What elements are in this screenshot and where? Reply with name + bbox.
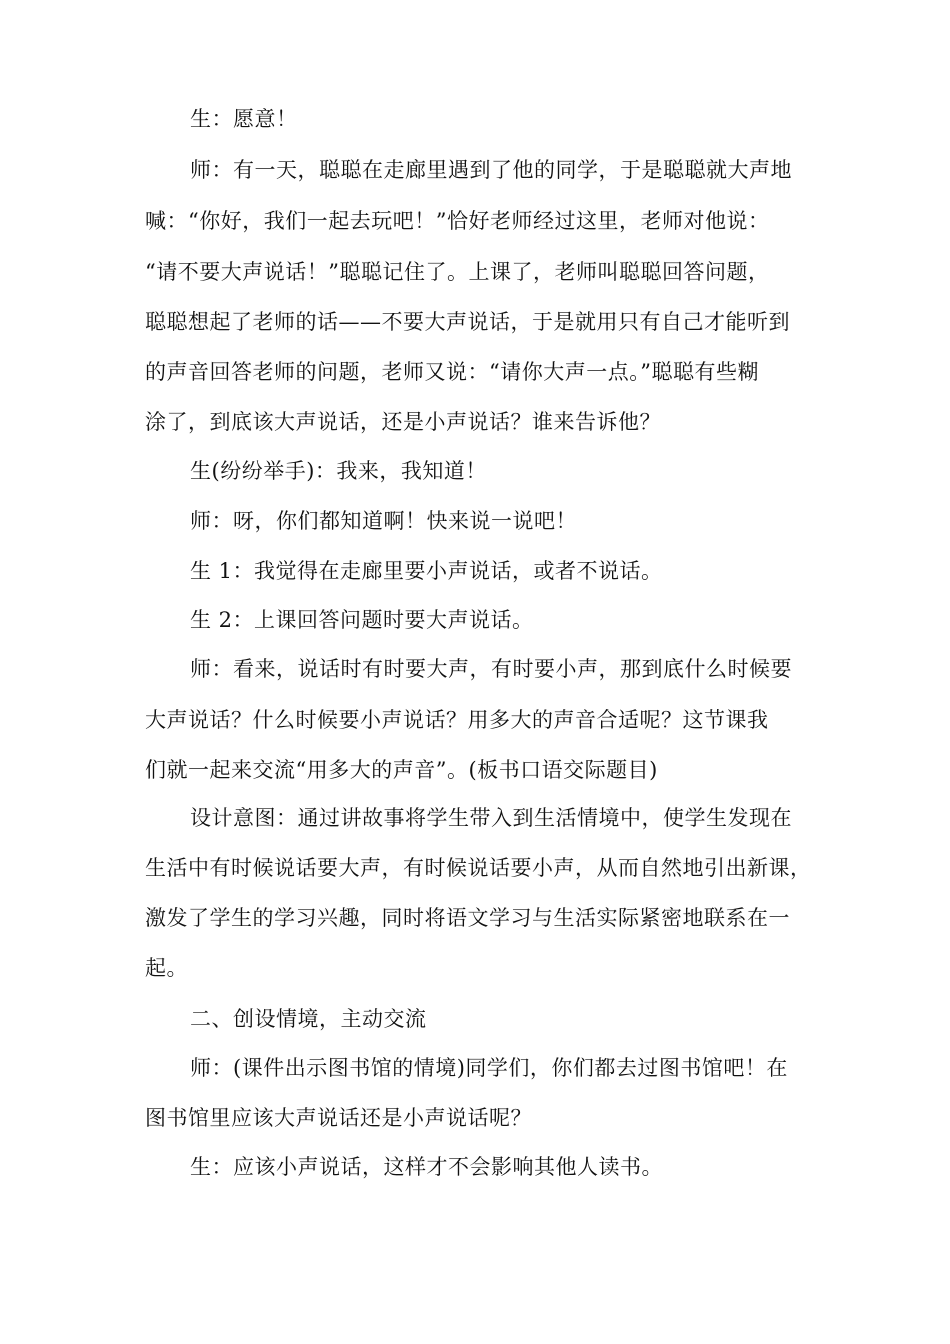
text-line: 师：呀，你们都知道啊！快来说一说吧！ — [190, 509, 577, 533]
text-line: 的声音回答老师的问题，老师又说：“请你大声一点。”聪聪有些糊 — [145, 360, 759, 384]
text-line: 师：(课件出示图书馆的情境)同学们，你们都去过图书馆吧！在 — [190, 1056, 788, 1080]
text-line: 聪聪想起了老师的话——不要大声说话，于是就用只有自己才能听到 — [145, 310, 790, 334]
text-line: 喊：“你好，我们一起去玩吧！”恰好老师经过这里，老师对他说： — [145, 209, 770, 233]
text-line: 激发了学生的学习兴趣，同时将语文学习与生活实际紧密地联系在一 — [145, 906, 790, 930]
text-line: 图书馆里应该大声说话还是小声说话呢？ — [145, 1106, 532, 1130]
text-line: 生：应该小声说话，这样才不会影响其他人读书。 — [190, 1155, 663, 1179]
text-line: 生活中有时候说话要大声，有时候说话要小声，从而自然地引出新课， — [145, 856, 812, 880]
text-line: 生 1：我觉得在走廊里要小声说话，或者不说话。 — [190, 559, 663, 583]
text-line: 涂了，到底该大声说话，还是小声说话？谁来告诉他？ — [145, 410, 661, 434]
text-line: 生(纷纷举手)：我来，我知道！ — [190, 459, 487, 483]
text-line: 师：看来，说话时有时要大声，有时要小声，那到底什么时候要 — [190, 657, 792, 681]
text-line: 生 2：上课回答问题时要大声说话。 — [190, 608, 534, 632]
text-line: “请不要大声说话！”聪聪记住了。上课了，老师叫聪聪回答问题， — [145, 260, 770, 284]
text-line: 设计意图：通过讲故事将学生带入到生活情境中，使学生发现在 — [190, 806, 792, 830]
text-line: 生：愿意！ — [190, 107, 298, 131]
text-line: 们就一起来交流“用多大的声音”。(板书口语交际题目) — [145, 758, 658, 782]
section-heading: 二、创设情境，主动交流 — [190, 1007, 427, 1031]
text-line: 师：有一天，聪聪在走廊里遇到了他的同学，于是聪聪就大声地 — [190, 158, 792, 182]
text-line: 起。 — [145, 956, 188, 980]
text-line: 大声说话？什么时候要小声说话？用多大的声音合适呢？这节课我 — [145, 708, 769, 732]
